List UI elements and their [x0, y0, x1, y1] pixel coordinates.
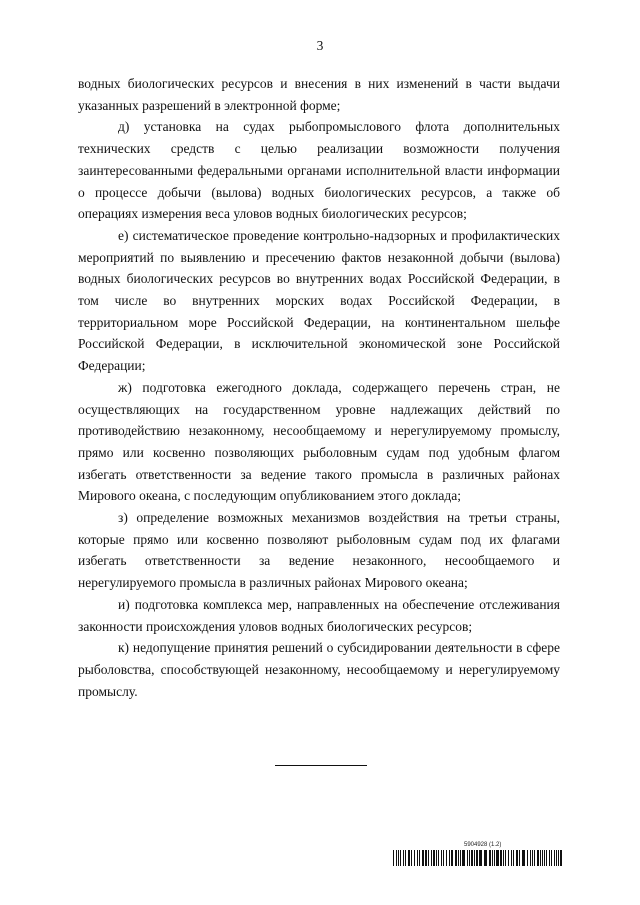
paragraph-k: к) недопущение принятия решений о субсидировании деятельности в сфере рыболовства, способствующей незаконному, несообщаемому и нерегулируемому промыслу. [78, 640, 560, 699]
paragraph-d: д) установка на судах рыбопромыслового флота дополнительных технических средств с целью реализации возможности получения заинтересованными федеральными органами исполнительной власти информации о процессе добычи (вылова) водных биологических ресурсов, а также об операциях измерения веса уловов водных биологических ресурсов; [78, 119, 560, 222]
paragraph-i: и) подготовка комплекса мер, направленных на обеспечение отслеживания законности происхождения уловов водных биологических ресурсов; [78, 596, 560, 634]
document-body [78, 73, 560, 702]
end-of-text-rule [275, 765, 367, 766]
barcode-number: 5904928 (1.2) [464, 842, 502, 848]
paragraph-z: з) определение возможных механизмов воздействия на третьи страны, которые прямо или косвенно позволяют рыболовным судам под их флагами избегать ответственности за ведение незаконного, несообщаемого и нерегулируемого промысла в различных районах Мирового океана; [78, 510, 560, 591]
page-number: 3 [316, 38, 324, 53]
paragraph-continuation: водных биологических ресурсов и внесения в них изменений в части выдачи указанных разрешений в электронной форме; [78, 76, 560, 113]
paragraph-e: е) систематическое проведение контрольно-надзорных и профилактических мероприятий по выявлению и пресечению фактов незаконной добычи (вылова) водных биологических ресурсов во внутренних водах Российской Федерации, в том числе во внутренних морских водах Российской Федерации, в территориальном море Российской Федерации, на континентальном шельфе Российской Федерации, в исключительной экономической зоне Российской Федерации; [78, 227, 560, 374]
barcode-image [393, 850, 565, 866]
paragraph-zh: ж) подготовка ежегодного доклада, содержащего перечень стран, не осуществляющих на государственном уровне надлежащих действий по противодействию незаконному, несообщаемому и нерегулируемому промыслу, прямо или косвенно позволяющих рыболовным судам под удобным флагом избегать ответственности за ведение такого промысла в различных районах Мирового океана, с последующим опубликованием этого доклада; [78, 379, 560, 504]
